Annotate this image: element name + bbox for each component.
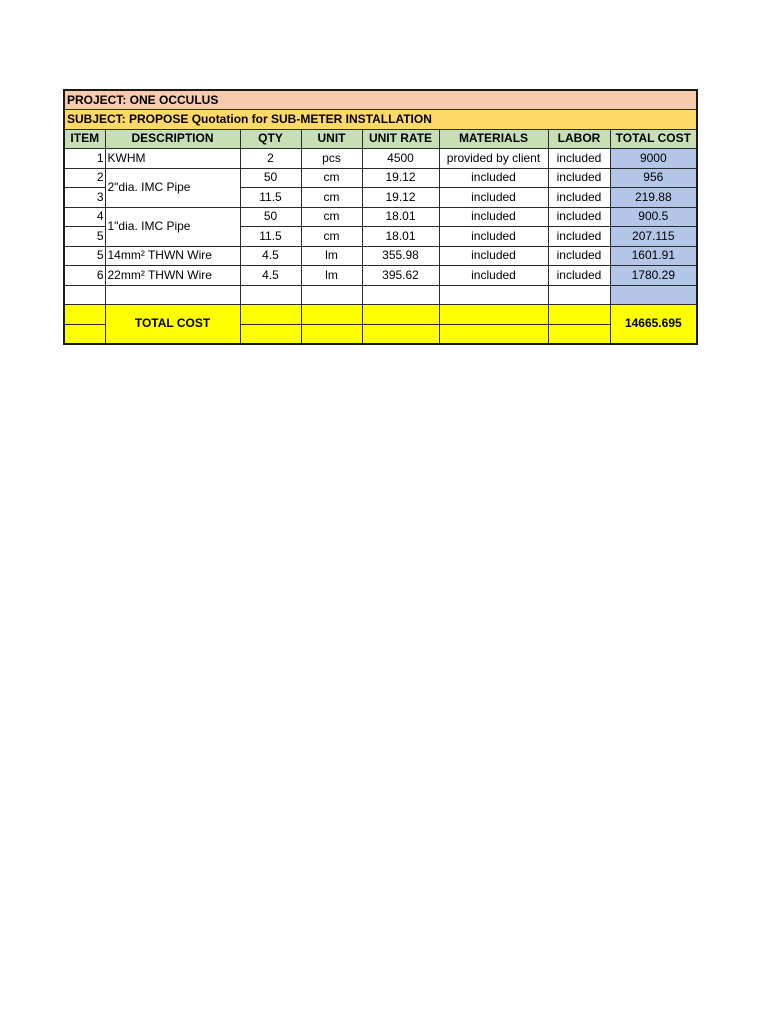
unit-rate-cell: 4500: [362, 149, 439, 169]
unit-cell: lm: [301, 246, 362, 266]
total-cost-cell: 207.115: [610, 227, 697, 247]
materials-cell: included: [439, 266, 548, 286]
empty-cell: [362, 305, 439, 325]
table-row: [64, 168, 697, 188]
total-cost-cell: 1601.91: [610, 246, 697, 266]
empty-cell: [439, 324, 548, 344]
materials-cell: included: [439, 227, 548, 247]
total-cost-label: TOTAL COST: [105, 305, 240, 344]
unit-cell: cm: [301, 168, 362, 188]
empty-cell: [439, 305, 548, 325]
column-header-unit: UNIT: [301, 129, 362, 149]
unit-rate-cell: 19.12: [362, 168, 439, 188]
qty-cell: 50: [240, 207, 301, 227]
quotation-table: [63, 89, 698, 345]
empty-cell: [240, 285, 301, 305]
description-cell: KWHM: [105, 149, 240, 169]
column-header-item: ITEM: [64, 129, 105, 149]
empty-cell: [548, 285, 610, 305]
empty-cell: [301, 305, 362, 325]
column-header-description: DESCRIPTION: [105, 129, 240, 149]
subject-row: [64, 110, 697, 130]
item-cell: 1: [64, 149, 105, 169]
empty-cell: [362, 324, 439, 344]
empty-cell: [548, 324, 610, 344]
total-cost-cell: 900.5: [610, 207, 697, 227]
labor-cell: included: [548, 266, 610, 286]
qty-cell: 11.5: [240, 188, 301, 208]
empty-total-cost-cell: [610, 285, 697, 305]
empty-cell: [548, 305, 610, 325]
description-cell: 14mm² THWN Wire: [105, 246, 240, 266]
empty-cell: [301, 324, 362, 344]
empty-cell: [240, 324, 301, 344]
total-cost-cell: 9000: [610, 149, 697, 169]
grand-total-value: 14665.695: [610, 305, 697, 344]
item-cell: 2: [64, 168, 105, 188]
empty-cell: [240, 305, 301, 325]
unit-cell: pcs: [301, 149, 362, 169]
unit-rate-cell: 395.62: [362, 266, 439, 286]
unit-cell: cm: [301, 188, 362, 208]
labor-cell: included: [548, 168, 610, 188]
labor-cell: included: [548, 246, 610, 266]
unit-cell: lm: [301, 266, 362, 286]
column-header-qty: QTY: [240, 129, 301, 149]
item-cell: 5: [64, 246, 105, 266]
unit-rate-cell: 18.01: [362, 207, 439, 227]
labor-cell: included: [548, 227, 610, 247]
unit-cell: cm: [301, 207, 362, 227]
column-header-labor: LABOR: [548, 129, 610, 149]
empty-cell: [64, 305, 105, 325]
empty-cell: [301, 285, 362, 305]
item-cell: 5: [64, 227, 105, 247]
description-cell: 22mm² THWN Wire: [105, 266, 240, 286]
qty-cell: 50: [240, 168, 301, 188]
total-cost-cell: 956: [610, 168, 697, 188]
unit-cell: cm: [301, 227, 362, 247]
item-cell: 4: [64, 207, 105, 227]
description-cell: 2"dia. IMC Pipe: [105, 168, 240, 207]
total-row: [64, 305, 697, 325]
header-row: [64, 129, 697, 149]
qty-cell: 11.5: [240, 227, 301, 247]
qty-cell: 2: [240, 149, 301, 169]
item-cell: 3: [64, 188, 105, 208]
item-cell: 6: [64, 266, 105, 286]
project-title: PROJECT: ONE OCCULUS: [64, 90, 697, 110]
materials-cell: included: [439, 246, 548, 266]
table-row: [64, 246, 697, 266]
qty-cell: 4.5: [240, 266, 301, 286]
column-header-materials: MATERIALS: [439, 129, 548, 149]
empty-cell: [64, 324, 105, 344]
unit-rate-cell: 18.01: [362, 227, 439, 247]
labor-cell: included: [548, 149, 610, 169]
table-row: [64, 266, 697, 286]
materials-cell: included: [439, 207, 548, 227]
subject-title: SUBJECT: PROPOSE Quotation for SUB-METER INSTALLATION: [64, 110, 697, 130]
table-row: [64, 207, 697, 227]
empty-cell: [439, 285, 548, 305]
qty-cell: 4.5: [240, 246, 301, 266]
empty-cell: [64, 285, 105, 305]
materials-cell: provided by client: [439, 149, 548, 169]
total-cost-cell: 1780.29: [610, 266, 697, 286]
labor-cell: included: [548, 188, 610, 208]
project-row: [64, 90, 697, 110]
description-cell: 1"dia. IMC Pipe: [105, 207, 240, 246]
column-header-total-cost: TOTAL COST: [610, 129, 697, 149]
table-row: [64, 149, 697, 169]
total-cost-cell: 219.88: [610, 188, 697, 208]
empty-row: [64, 285, 697, 305]
unit-rate-cell: 355.98: [362, 246, 439, 266]
labor-cell: included: [548, 207, 610, 227]
materials-cell: included: [439, 188, 548, 208]
materials-cell: included: [439, 168, 548, 188]
unit-rate-cell: 19.12: [362, 188, 439, 208]
empty-cell: [362, 285, 439, 305]
column-header-unit-rate: UNIT RATE: [362, 129, 439, 149]
empty-cell: [105, 285, 240, 305]
